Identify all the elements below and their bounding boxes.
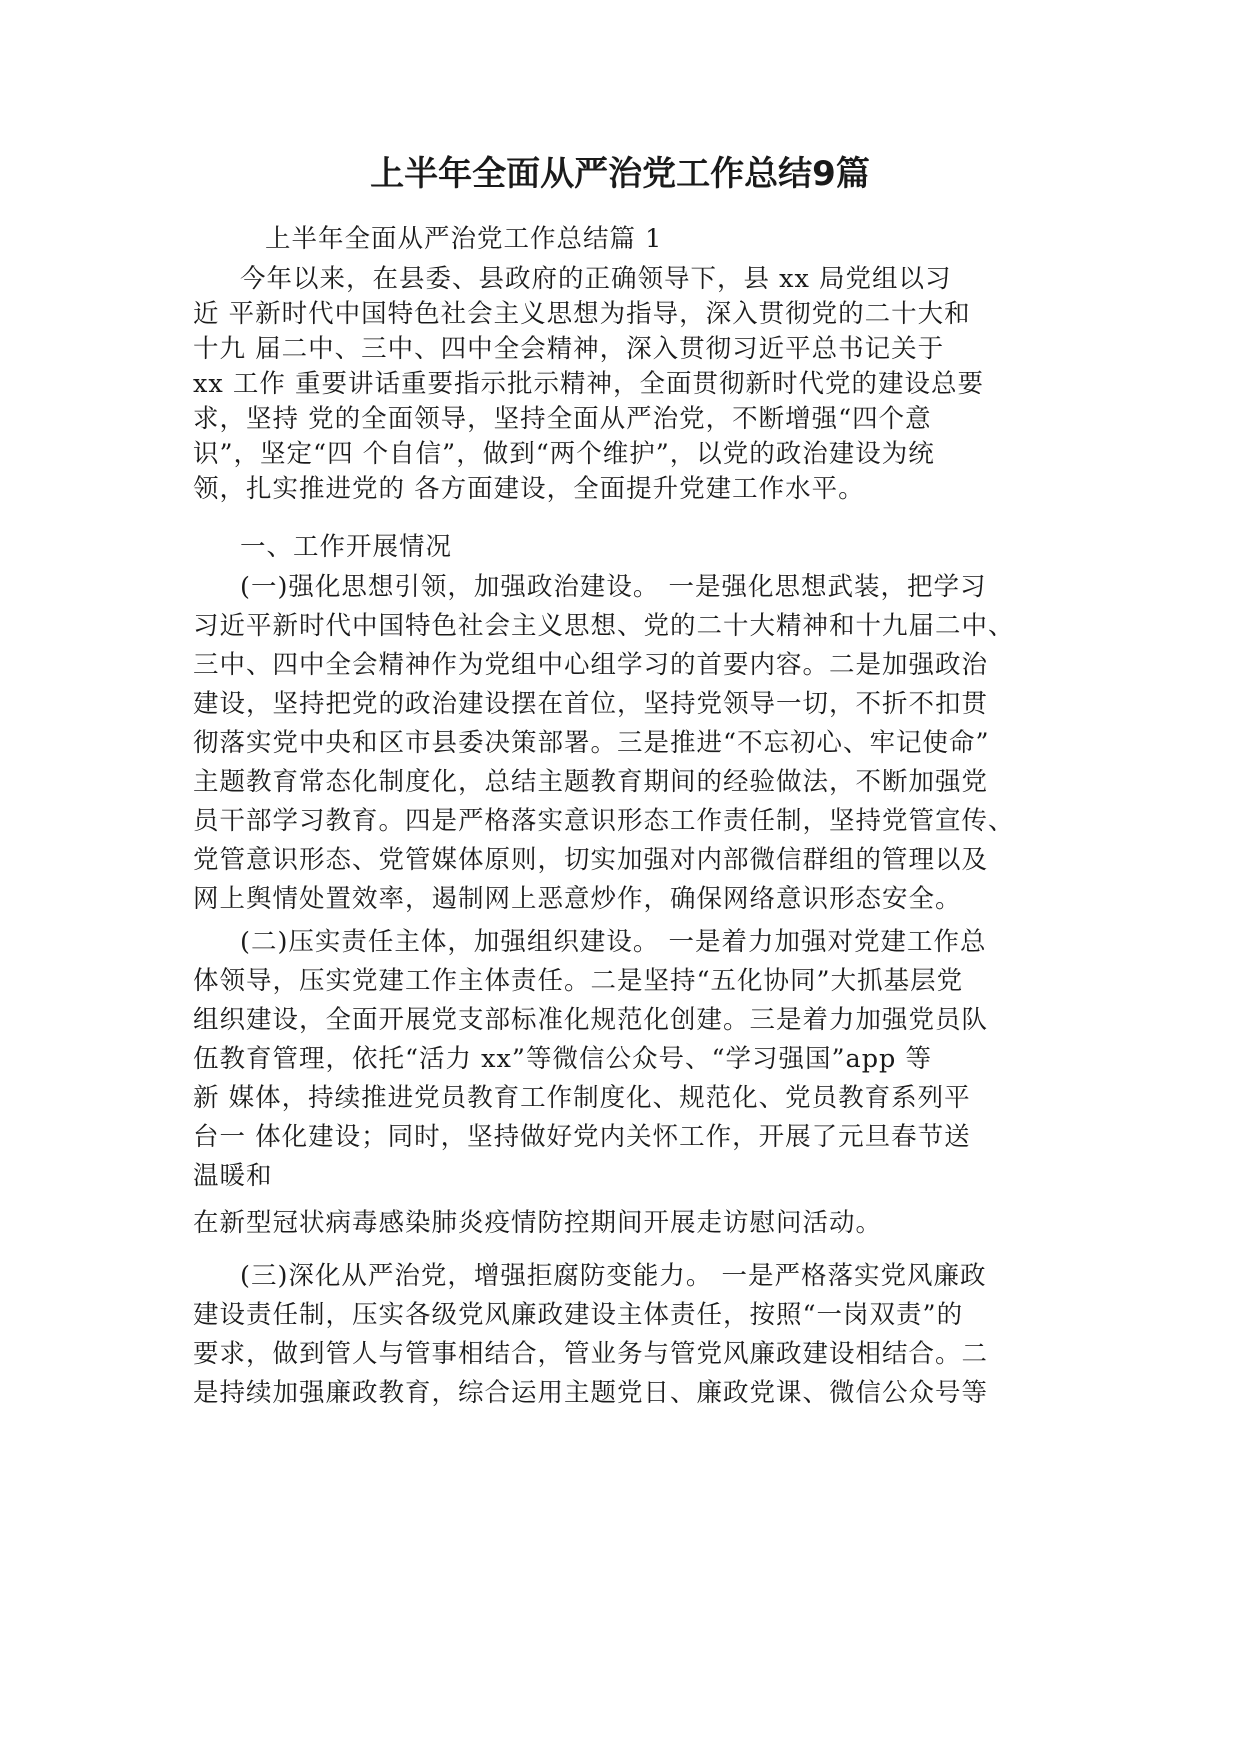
paragraph-line: 网上舆情处置效率，遏制网上恶意炒作，确保网络意识形态安全。: [193, 884, 962, 914]
paragraph-line: 体领导，压实党建工作主体责任。二是坚持“五化协同”大抓基层党: [193, 966, 964, 996]
paragraph-line: 组织建设，全面开展党支部标准化规范化创建。三是着力加强党员队: [193, 1005, 989, 1035]
paragraph-line: 识”，坚定“四 个自信”，做到“两个维护”，以党的政治建设为统: [193, 439, 935, 469]
paragraph-line: (一)强化思想引领，加强政治建设。 一是强化思想武装，把学习: [240, 572, 987, 602]
paragraph-line: 今年以来，在县委、县政府的正确领导下，县 xx 局党组以习: [240, 264, 952, 294]
paragraph-line: 在新型冠状病毒感染肺炎疫情防控期间开展走访慰问活动。: [193, 1208, 883, 1238]
paragraph-line: 新 媒体，持续推进党员教育工作制度化、规范化、党员教育系列平: [193, 1083, 971, 1113]
paragraph-line: 近 平新时代中国特色社会主义思想为指导，深入贯彻党的二十大和: [193, 299, 971, 329]
paragraph-line: (二)压实责任主体，加强组织建设。 一是着力加强对党建工作总: [240, 927, 987, 957]
paragraph-line: 彻落实党中央和区市县委决策部署。三是推进“不忘初心、牢记使命”: [193, 728, 990, 758]
paragraph-line: 三中、四中全会精神作为党组中心组学习的首要内容。二是加强政治: [193, 650, 989, 680]
paragraph-line: 员干部学习教育。四是严格落实意识形态工作责任制，坚持党管宣传、: [193, 806, 1015, 836]
paragraph-line: 台一 体化建设；同时，坚持做好党内关怀工作，开展了元旦春节送: [193, 1122, 971, 1152]
paragraph-line: 建设，坚持把党的政治建设摆在首位，坚持党领导一切，不折不扣贯: [193, 689, 989, 719]
document-title: 上半年全面从严治党工作总结9篇: [370, 154, 870, 194]
paragraph-line: 求，坚持 党的全面领导，坚持全面从严治党，不断增强“四个意: [193, 404, 932, 434]
paragraph-line: 建设责任制，压实各级党风廉政建设主体责任，按照“一岗双责”的: [193, 1300, 964, 1330]
paragraph-line: 十九 届二中、三中、四中全会精神，深入贯彻习近平总书记关于: [193, 334, 945, 364]
section-subtitle: 上半年全面从严治党工作总结篇 1: [265, 224, 663, 254]
paragraph-line: (三)深化从严治党，增强拒腐防变能力。 一是严格落实党风廉政: [240, 1261, 987, 1291]
paragraph-line: 温暖和: [193, 1161, 273, 1191]
section-heading: 一、工作开展情况: [240, 532, 453, 562]
paragraph-line: 伍教育管理，依托“活力 xx”等微信公众号、“学习强国”app 等: [193, 1044, 932, 1074]
paragraph-line: 是持续加强廉政教育，综合运用主题党日、廉政党课、微信公众号等: [193, 1378, 989, 1408]
paragraph-line: 要求，做到管人与管事相结合，管业务与管党风廉政建设相结合。二: [193, 1339, 989, 1369]
paragraph-line: xx 工作 重要讲话重要指示批示精神，全面贯彻新时代党的建设总要: [193, 369, 984, 399]
paragraph-line: 党管意识形态、党管媒体原则，切实加强对内部微信群组的管理以及: [193, 845, 989, 875]
paragraph-line: 习近平新时代中国特色社会主义思想、党的二十大精神和十九届二中、: [193, 611, 1015, 641]
paragraph-line: 领，扎实推进党的 各方面建设，全面提升党建工作水平。: [193, 474, 865, 504]
paragraph-line: 主题教育常态化制度化，总结主题教育期间的经验做法，不断加强党: [193, 767, 989, 797]
